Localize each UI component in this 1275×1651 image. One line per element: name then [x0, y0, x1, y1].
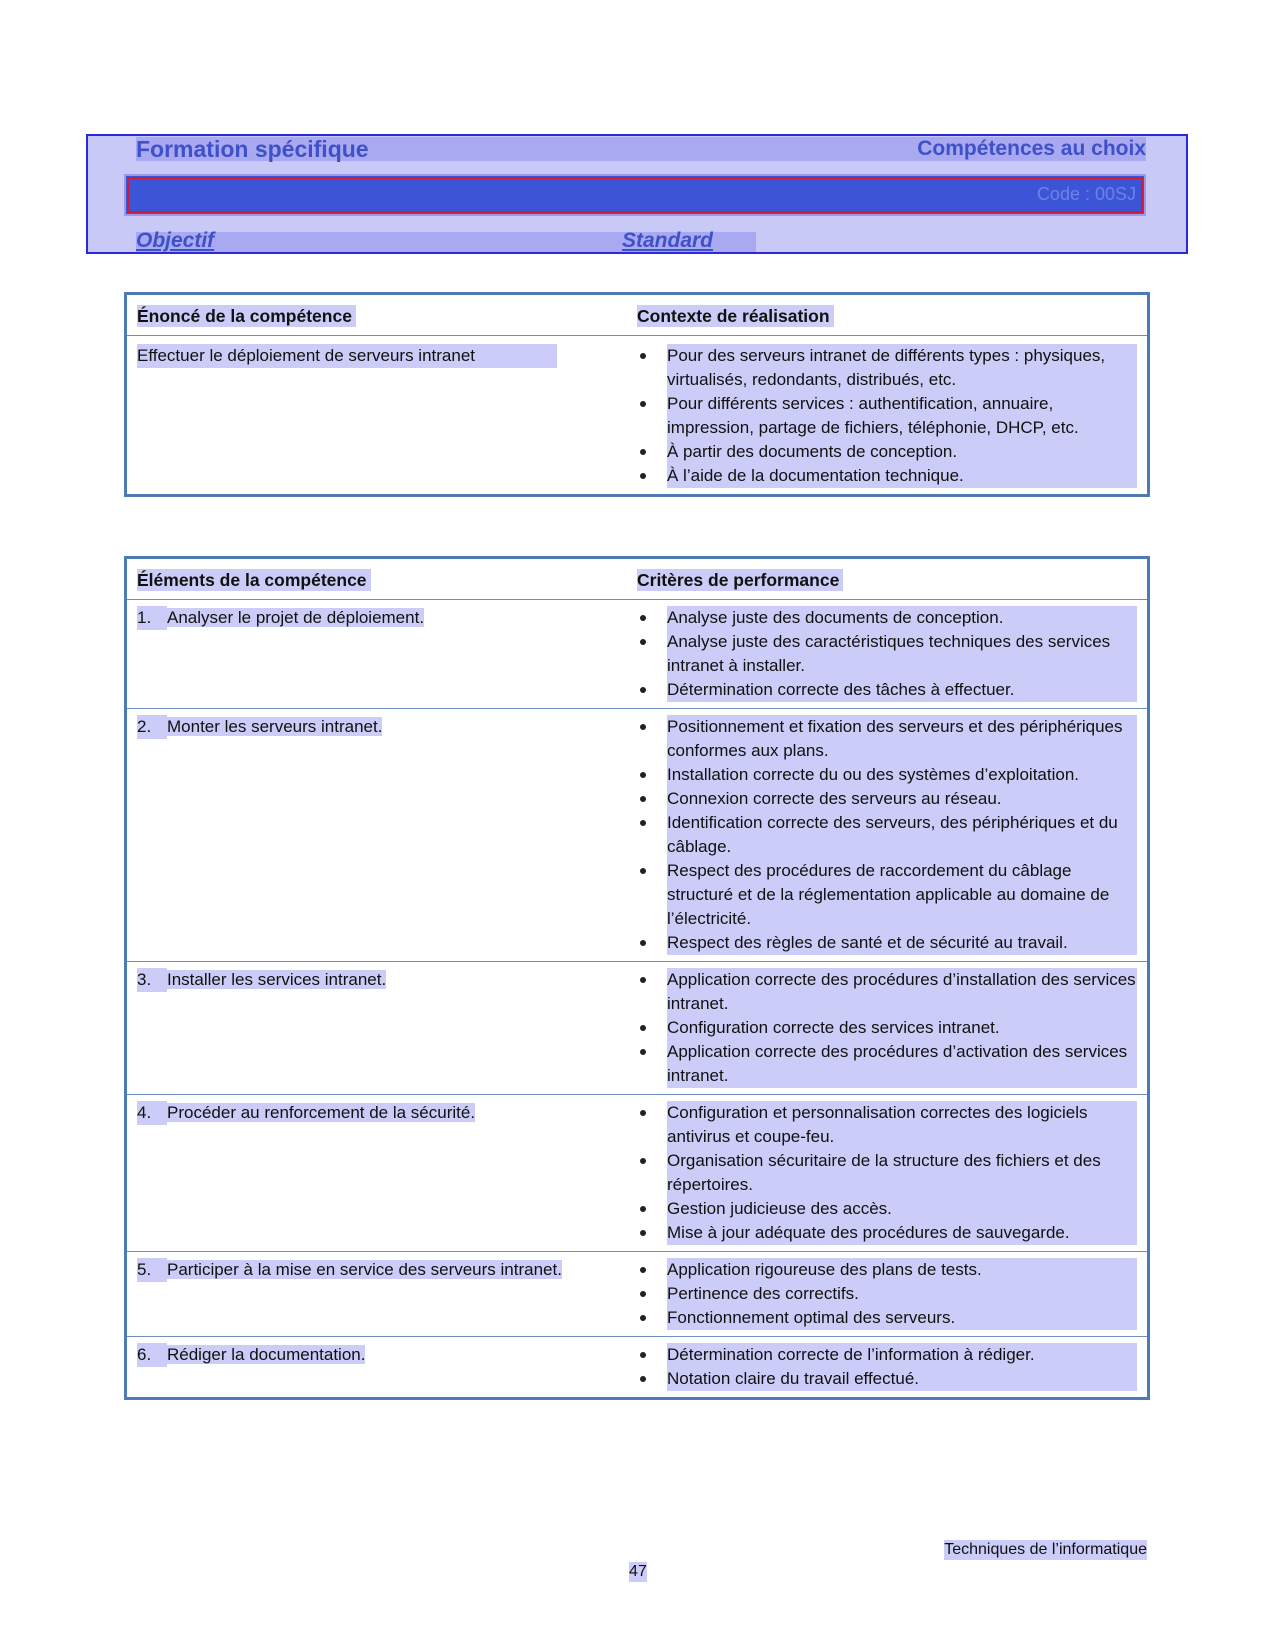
bullet-dot-icon	[637, 1197, 667, 1221]
bullet-text: Application correcte des procédures d’installation des services intranet.	[667, 968, 1137, 1016]
bullet-dot-icon	[637, 1343, 667, 1367]
element-number: 6.	[137, 1343, 167, 1367]
bullet-text: Gestion judicieuse des accès.	[667, 1197, 1137, 1221]
bullet-text: Configuration et personnalisation correctes des logiciels antivirus et coupe-feu.	[667, 1101, 1137, 1149]
standard-label: Standard	[622, 229, 714, 252]
element-text: Analyser le projet de déploiement.	[167, 608, 425, 627]
bullet-item	[637, 811, 1137, 859]
bullet-text: Installation correcte du ou des systèmes d’exploitation.	[667, 763, 1137, 787]
bullet-text: Pertinence des correctifs.	[667, 1282, 1137, 1306]
element-row	[127, 599, 1147, 708]
criteria-list	[637, 1258, 1137, 1330]
bullet-dot-icon	[637, 811, 667, 859]
bullet-item	[637, 1221, 1137, 1245]
bullet-dot-icon	[637, 1258, 667, 1282]
bullet-dot-icon	[637, 715, 667, 763]
bullet-text: Pour différents services : authentification, annuaire, impression, partage de fichiers, téléphonie, DHCP, etc.	[667, 392, 1137, 440]
bullet-text: Respect des règles de santé et de sécurité au travail.	[667, 931, 1137, 955]
bullet-item	[637, 1343, 1137, 1367]
bullet-item	[637, 1258, 1137, 1282]
enonce-body-row	[127, 335, 1147, 494]
bullet-dot-icon	[637, 968, 667, 1016]
bullet-text: Connexion correcte des serveurs au réseau.	[667, 787, 1137, 811]
bullet-item	[637, 678, 1137, 702]
bullet-text: À partir des documents de conception.	[667, 440, 1137, 464]
bullet-text: Analyse juste des caractéristiques techniques des services intranet à installer.	[667, 630, 1137, 678]
bullet-dot-icon	[637, 787, 667, 811]
bullet-dot-icon	[637, 1101, 667, 1149]
bullet-item	[637, 763, 1137, 787]
element-row	[127, 1251, 1147, 1336]
element-number: 5.	[137, 1258, 167, 1282]
bullet-text: Pour des serveurs intranet de différents types : physiques, virtualisés, redondants, distribués, etc.	[667, 344, 1137, 392]
bullet-item	[637, 715, 1137, 763]
element-number: 4.	[137, 1101, 167, 1125]
element-text: Monter les serveurs intranet.	[167, 717, 383, 736]
context-column-header: Contexte de réalisation	[637, 305, 834, 327]
bullet-item	[637, 1149, 1137, 1197]
code-bar	[124, 174, 1146, 216]
bullet-dot-icon	[637, 464, 667, 488]
element-row	[127, 961, 1147, 1094]
formation-title: Formation spécifique	[136, 136, 369, 162]
bullet-text: Identification correcte des serveurs, des périphériques et du câblage.	[667, 811, 1137, 859]
element-text: Installer les services intranet.	[167, 970, 387, 989]
bullet-dot-icon	[637, 1367, 667, 1391]
bullet-text: Application rigoureuse des plans de tests.	[667, 1258, 1137, 1282]
bullet-text: Fonctionnement optimal des serveurs.	[667, 1306, 1137, 1330]
bullet-dot-icon	[637, 678, 667, 702]
bullet-dot-icon	[637, 931, 667, 955]
bullet-text: Détermination correcte de l’information à rédiger.	[667, 1343, 1137, 1367]
element-text: Rédiger la documentation.	[167, 1345, 366, 1364]
bullet-item	[637, 464, 1137, 488]
competence-code: Code : 00SJ	[1036, 184, 1136, 204]
bullet-item	[637, 1306, 1137, 1330]
elements-column-header: Éléments de la compétence	[137, 569, 371, 591]
element-row	[127, 1336, 1147, 1397]
bullet-text: Organisation sécuritaire de la structure des fichiers et des répertoires.	[667, 1149, 1137, 1197]
criteria-list	[637, 1343, 1137, 1391]
element-number: 2.	[137, 715, 167, 739]
bullet-text: Détermination correcte des tâches à effectuer.	[667, 678, 1137, 702]
bullet-text: Application correcte des procédures d’activation des services intranet.	[667, 1040, 1137, 1088]
bullet-dot-icon	[637, 1149, 667, 1197]
objectif-label: Objectif	[136, 229, 215, 252]
bullet-text: Mise à jour adéquate des procédures de sauvegarde.	[667, 1221, 1137, 1245]
bullet-dot-icon	[637, 630, 667, 678]
bullet-text: Respect des procédures de raccordement du câblage structuré et de la réglementation applicable au domaine de l’électricité.	[667, 859, 1137, 931]
bullet-item	[637, 1016, 1137, 1040]
element-item	[137, 1101, 637, 1125]
bullet-item	[637, 392, 1137, 440]
bullet-item	[637, 968, 1137, 1016]
element-number: 3.	[137, 968, 167, 992]
bullet-dot-icon	[637, 606, 667, 630]
competence-statement: Effectuer le déploiement de serveurs intranet	[137, 344, 557, 368]
bullet-dot-icon	[637, 1221, 667, 1245]
element-item	[137, 606, 637, 630]
element-row	[127, 1094, 1147, 1251]
bullet-item	[637, 1367, 1137, 1391]
criteria-list	[637, 606, 1137, 702]
bullet-item	[637, 630, 1137, 678]
bullet-item	[637, 1101, 1137, 1149]
element-text: Procéder au renforcement de la sécurité.	[167, 1103, 476, 1122]
bullet-item	[637, 440, 1137, 464]
elements-table	[124, 556, 1150, 1400]
bullet-dot-icon	[637, 1282, 667, 1306]
bullet-dot-icon	[637, 859, 667, 931]
page-number: 47	[629, 1563, 647, 1580]
criteria-column-header: Critères de performance	[637, 569, 843, 591]
bullet-text: Configuration correcte des services intranet.	[667, 1016, 1137, 1040]
elements-header-row	[127, 559, 1147, 599]
code-bar-inner	[127, 177, 1143, 213]
element-text: Participer à la mise en service des serveurs intranet.	[167, 1260, 562, 1279]
criteria-list	[637, 968, 1137, 1088]
bullet-dot-icon	[637, 1306, 667, 1330]
bullet-item	[637, 344, 1137, 392]
enonce-header-row	[127, 295, 1147, 335]
bullet-item	[637, 859, 1137, 931]
criteria-list	[637, 1101, 1137, 1245]
bullet-text: Analyse juste des documents de conception.	[667, 606, 1137, 630]
bullet-dot-icon	[637, 344, 667, 392]
criteria-list	[637, 715, 1137, 955]
bullet-text: Positionnement et fixation des serveurs et des périphériques conformes aux plans.	[667, 715, 1137, 763]
bullet-dot-icon	[637, 440, 667, 464]
element-row	[127, 708, 1147, 961]
header-title-bar	[136, 137, 1146, 161]
element-item	[137, 1258, 637, 1282]
bullet-item	[637, 1040, 1137, 1088]
program-footer: Techniques de l’informatique	[944, 1541, 1147, 1558]
bullet-text: Notation claire du travail effectué.	[667, 1367, 1137, 1391]
element-item	[137, 715, 637, 739]
element-item	[137, 1343, 637, 1367]
program-header	[86, 134, 1188, 254]
header-subtitle-bar	[136, 229, 756, 252]
bullet-item	[637, 931, 1137, 955]
bullet-item	[637, 1197, 1137, 1221]
bullet-dot-icon	[637, 1016, 667, 1040]
bullet-item	[637, 1282, 1137, 1306]
bullet-dot-icon	[637, 763, 667, 787]
element-item	[137, 968, 637, 992]
element-number: 1.	[137, 606, 167, 630]
context-list	[637, 344, 1137, 488]
bullet-dot-icon	[637, 392, 667, 440]
enonce-column-header: Énoncé de la compétence	[137, 305, 356, 327]
bullet-item	[637, 787, 1137, 811]
bullet-text: À l’aide de la documentation technique.	[667, 464, 1137, 488]
bullet-item	[637, 606, 1137, 630]
competence-type: Compétences au choix	[917, 137, 1146, 160]
enonce-table	[124, 292, 1150, 497]
bullet-dot-icon	[637, 1040, 667, 1088]
